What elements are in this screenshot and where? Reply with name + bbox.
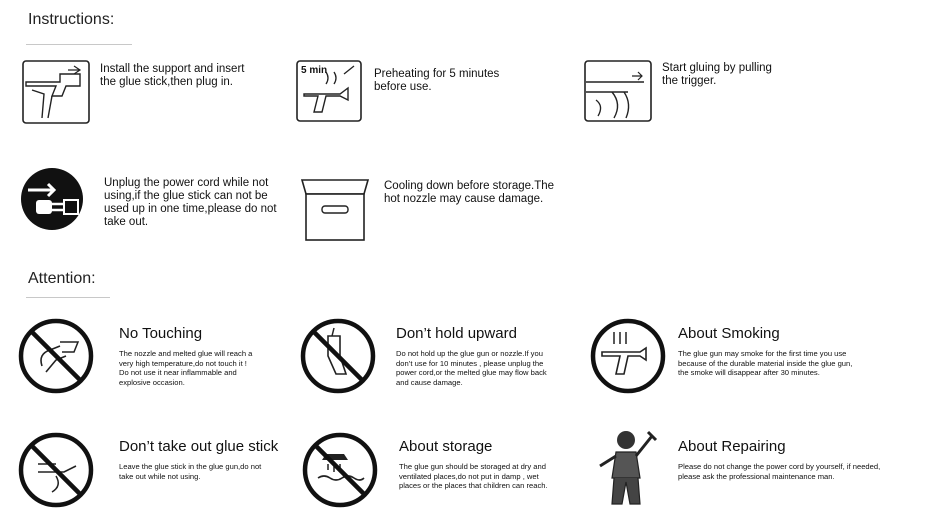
no-touching-title: No Touching [119,325,203,342]
pull-trigger-icon [584,60,652,122]
no-hold-upward-title: Don’t hold upward [396,325,517,342]
instructions-heading: Instructions: [28,11,115,28]
no-take-out-title: Don’t take out glue stick [119,438,279,455]
step-preheat-text: Preheating for 5 minutes before use. [374,68,500,93]
step-unplug-text: Unplug the power cord while not using,if the glue stick can not be used up in one time,please do not take out. [104,177,277,228]
step-gluing-text: Start gluing by pulling the trigger. [662,62,772,87]
attention-heading: Attention: [28,270,96,287]
smoking-title: About Smoking [678,325,780,342]
smoking-body: The glue gun may smoke for the first time you use because of the durable material inside the glue gun, the smoke will disappear after 30 minutes. [678,349,853,377]
step-cooling-text: Cooling down before storage.The hot nozzle may cause damage. [384,180,555,205]
repairman-icon [594,426,658,508]
no-hold-upward-body: Do not hold up the glue gun or nozzle.If you don’t use for 10 minutes , please unplug the power cord,or the melted glue may flow back and cause damage. [396,349,547,387]
no-touching-icon [16,316,96,396]
instructions-divider [26,44,132,45]
smoking-icon [588,316,668,396]
no-damp-storage-icon [300,430,380,509]
install-support-icon [22,60,90,124]
storage-title: About storage [399,438,493,455]
storage-body: The glue gun should be storaged at dry and ventilated places,do not put in damp , wet places or the places that children can reach. [399,462,548,490]
no-touching-body: The nozzle and melted glue will reach a very high temperature,do not touch it ! Do not use it near inflammable and explosive occasion. [119,349,253,387]
preheat-icon-label: 5 min [301,65,328,76]
no-hold-upward-icon [298,316,378,396]
storage-box-icon [298,172,374,246]
repairing-title: About Repairing [678,438,786,455]
repairing-body: Please do not change the power cord by yourself, if needed, please ask the professional maintenance man. [678,462,881,481]
attention-divider [26,297,110,298]
unplug-icon [18,166,86,232]
no-take-out-body: Leave the glue stick in the glue gun,do not take out while not using. [119,462,262,481]
step-install-text: Install the support and insert the glue stick,then plug in. [100,63,245,88]
no-take-out-icon [16,430,96,509]
